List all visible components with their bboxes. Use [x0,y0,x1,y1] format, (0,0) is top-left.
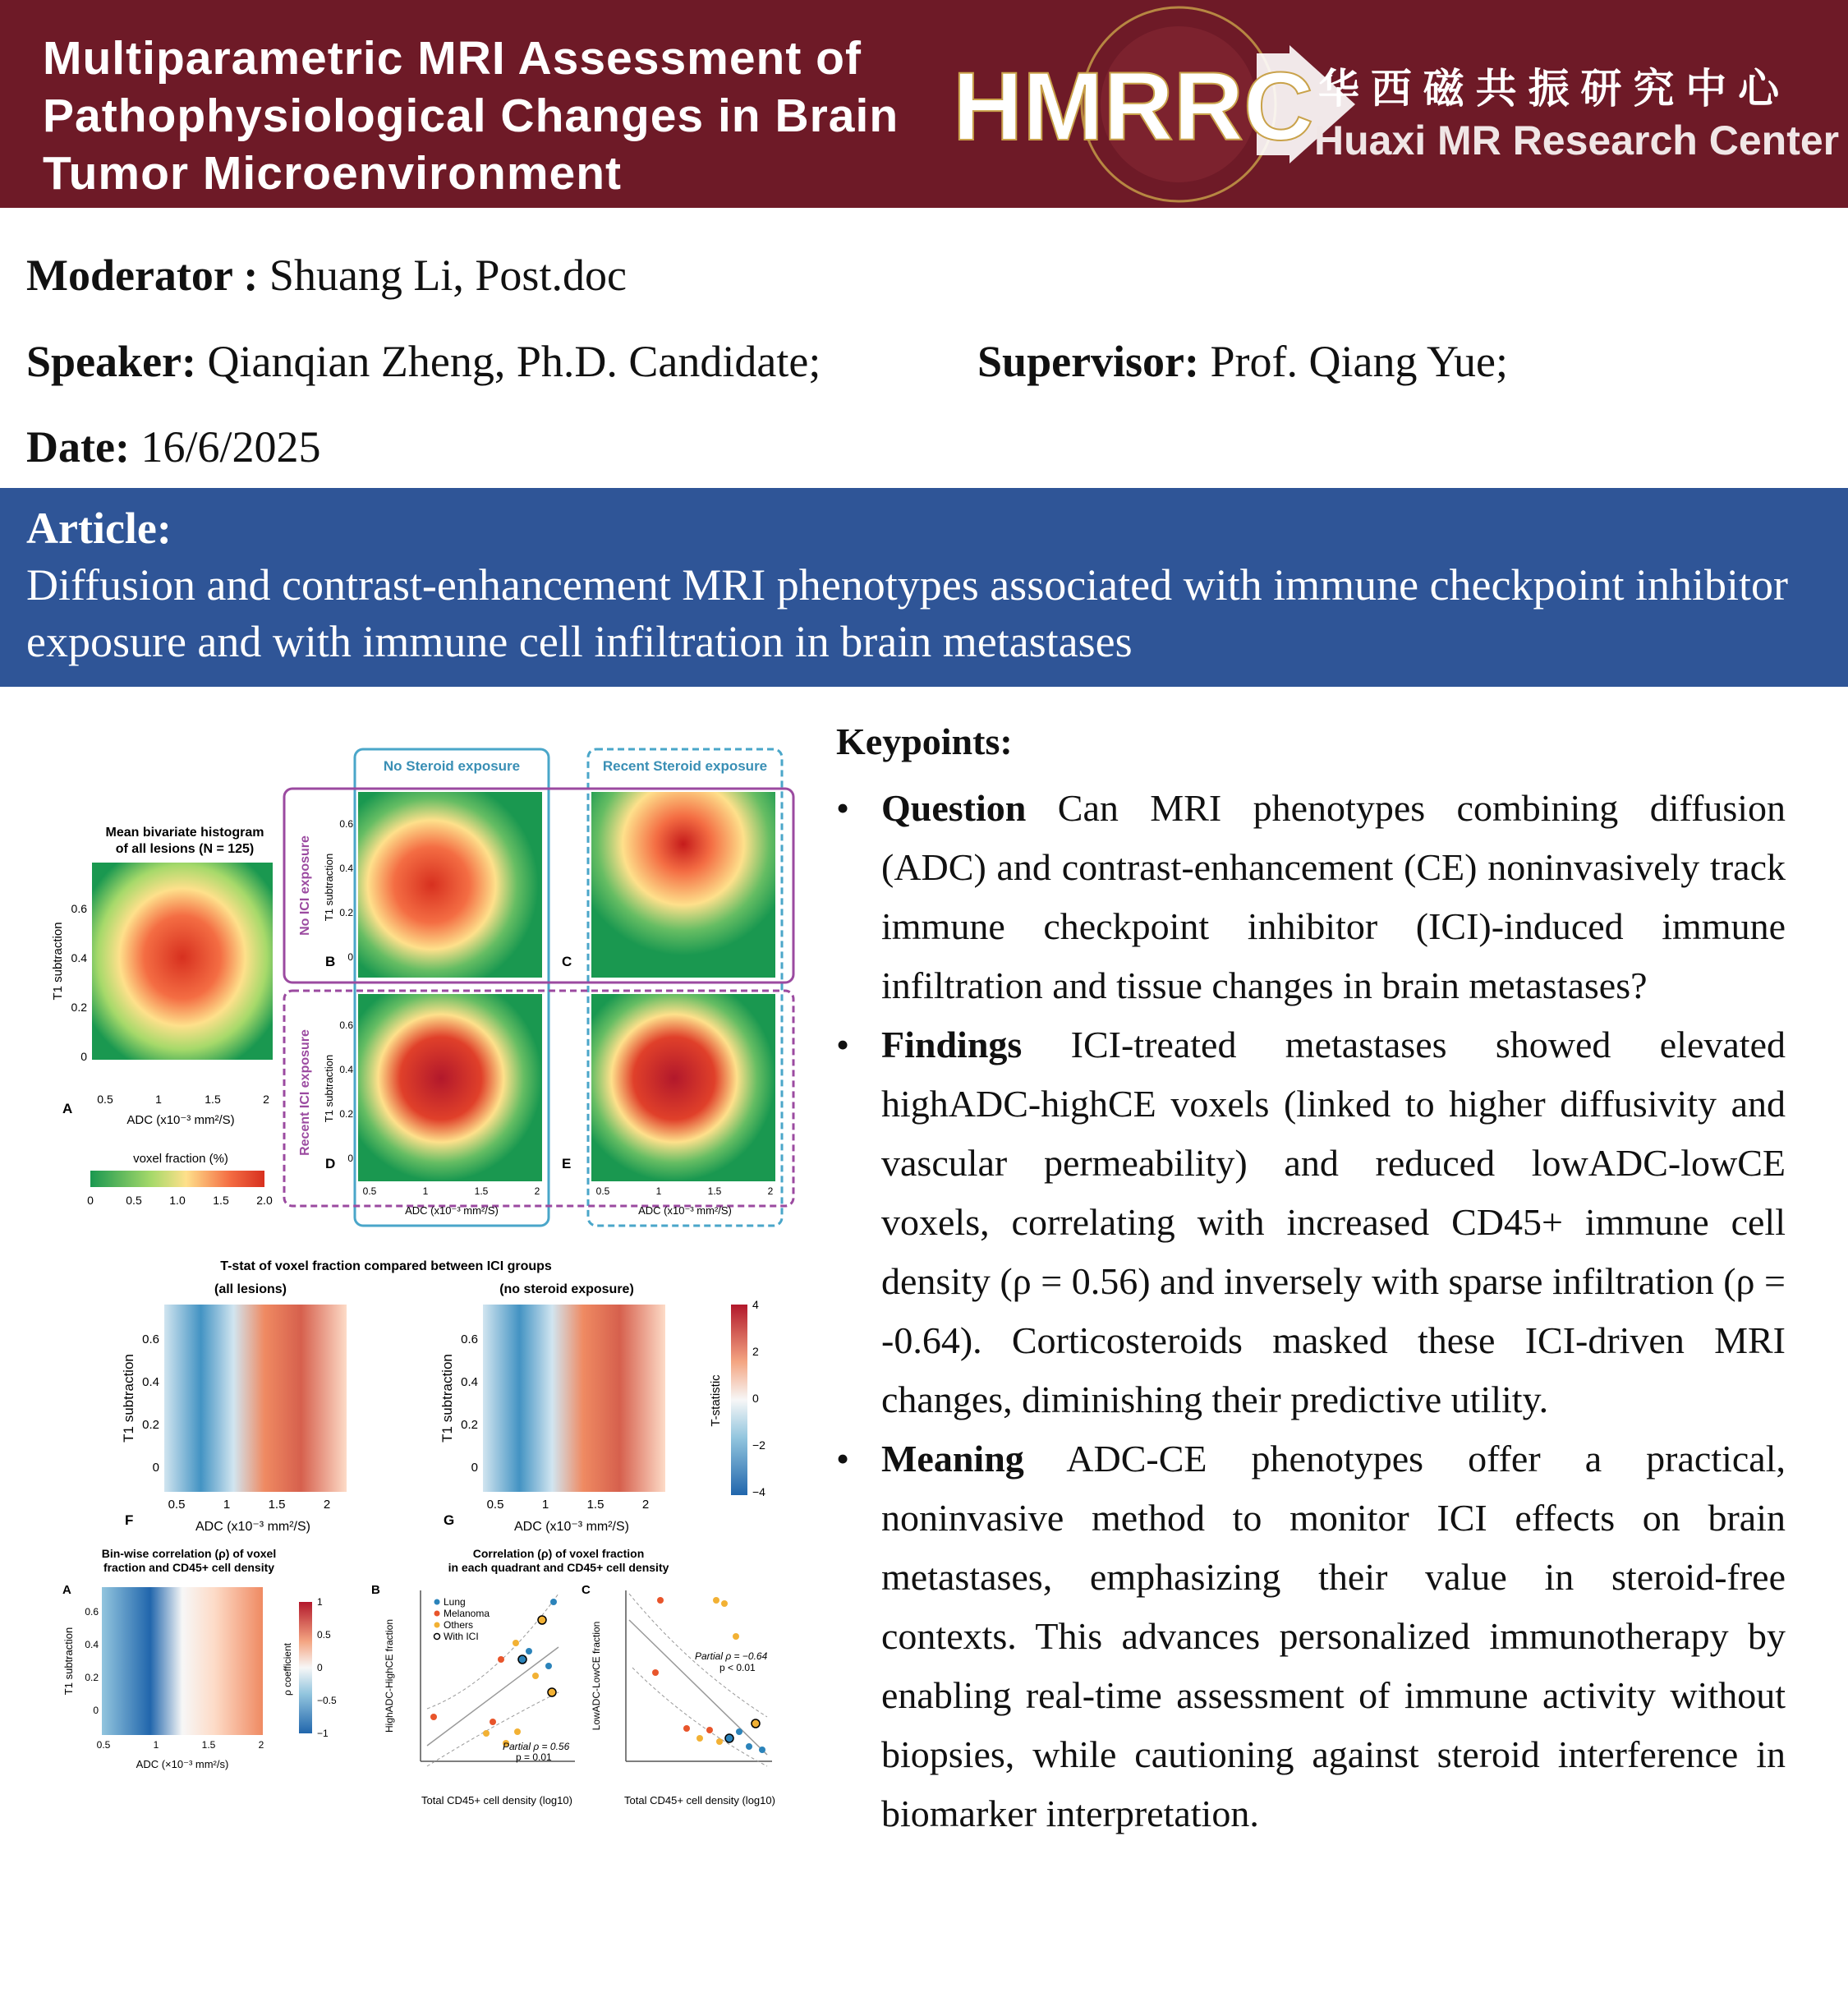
scatter-b-fit [427,1647,559,1746]
binwise-xtick: 0.5 [96,1739,111,1751]
voxel-fraction-label: voxel fraction (%) [133,1152,228,1166]
scatter-b-point [513,1640,519,1646]
legend-melanoma: Melanoma [444,1608,490,1619]
panel-f-letter: F [125,1512,134,1528]
tstat-ticks [752,1298,765,1498]
scatter-c-point [725,1734,733,1742]
speaker-label: Speaker: [26,337,196,386]
panel-f-ytick: 0.6 [142,1332,159,1346]
no-steroid-label: No Steroid exposure [383,758,521,774]
colorbar-tick: 1.5 [213,1194,229,1207]
moderator-value: Shuang Li, Post.doc [258,251,627,300]
corr-title-1: Correlation (ρ) of voxel fraction [472,1547,645,1560]
panel-e-xtick: 1.5 [707,1185,722,1197]
corr-title-2: in each quadrant and CD45+ cell density [448,1561,669,1574]
colorbar-tick: 2.0 [256,1194,273,1207]
panel-a-xtick: 1.5 [205,1093,221,1106]
panel-f-xtick: 0.5 [168,1498,186,1512]
panel-b-heatmap [358,792,542,978]
panel-f-xtick: 1 [223,1498,231,1512]
mean-hist-title-2: of all lesions (N = 125) [115,842,255,856]
scatter-b-xlabel: Total CD45+ cell density (log10) [421,1794,572,1806]
panel-g-heatmap [483,1305,665,1492]
panel-d-ytick: 0.6 [339,1019,353,1031]
panel-f-heatmap [164,1305,347,1492]
panel-g-ytick: 0.4 [461,1375,478,1389]
tstat-nosteroid-label: (no steroid exposure) [499,1282,634,1296]
binwise-xtick: 2 [258,1739,264,1751]
panel-e-xlabel: ADC (x10⁻³ mm²/S) [638,1204,732,1217]
panel-e-xtick: 2 [767,1185,774,1197]
panel-a-letter: A [62,1101,73,1116]
scatter-b-point [550,1599,557,1605]
article-label: Article: [26,504,172,553]
article-banner [0,488,1848,687]
scatter-b-point [538,1616,546,1624]
scatter-c-xlabel: Total CD45+ cell density (log10) [624,1794,775,1806]
bullet-icon: • [836,1024,850,1065]
binwise-title-1: Bin-wise correlation (ρ) of voxel [101,1547,277,1560]
recent-ici-label: Recent ICI exposure [298,1029,312,1156]
panel-b-ylabel: T1 subtraction [323,853,335,922]
rho-tick: 0 [317,1662,323,1673]
scatter-c [591,1590,772,1766]
colorbar-tick: 0 [87,1194,94,1207]
keypoints-title: Keypoints: [836,720,1013,762]
panel-e-xtick: 0.5 [595,1185,610,1197]
scatter-c-point [721,1600,728,1607]
panel-g-yticks [461,1332,478,1475]
panel-a-heatmap [92,863,273,1060]
panel-b-letter: B [325,954,336,969]
colorbar-tick: 0.5 [126,1194,142,1207]
panel-f-ytick: 0.4 [142,1375,159,1389]
panel-g-ytick: 0.2 [461,1418,478,1432]
scatter-c-point [746,1743,752,1750]
scatter-b [384,1590,575,1766]
panel-d-ylabel: T1 subtraction [323,1054,335,1123]
panel-a-ylabel: T1 subtraction [51,922,65,1001]
recent-steroid-label: Recent Steroid exposure [602,758,768,774]
panel-d-ytick: 0 [347,1153,353,1164]
title-line-3: Tumor Microenvironment [43,147,622,200]
article-figure [33,706,805,1816]
scatter-c-point [652,1669,659,1676]
panel-e-xticks [596,1185,774,1197]
rho-tick: 0.5 [317,1629,331,1641]
keypoints-list [836,779,1786,1843]
keypoint-text: Can MRI phenotypes combining diffusion (ADC) and contrast-enhancement (CE) noninvasively track immune checkpoint inhibitor (ICI)-induced immune infiltration and tissue changes in brain metastases? [881,787,1786,1006]
panel-g-ytick: 0 [471,1461,478,1475]
scatter-c-point [683,1725,690,1732]
panel-d-xtick: 0.5 [362,1185,377,1197]
scatter-c-p: p < 0.01 [719,1662,756,1673]
panel-g-xtick: 0.5 [486,1498,504,1512]
panel-a-ytick: 0.6 [71,902,87,915]
rho-tick: −0.5 [317,1695,337,1706]
logo-english: Huaxi MR Research Center [1314,117,1840,163]
tstat-title: T-stat of voxel fraction compared between ICI groups [220,1259,552,1273]
panel-d-xlabel: ADC (x10⁻³ mm²/S) [405,1204,499,1217]
panel-g-ylabel: T1 subtraction [439,1354,455,1443]
binwise-ytick: 0.6 [85,1606,99,1618]
tstat-colorbar [731,1305,747,1495]
logo-chinese: 华 西 磁 共 振 研 究 中 心 [1318,66,1780,112]
keypoint-meaning [836,1429,1786,1843]
scatter-c-point [716,1738,723,1745]
date-value: 16/6/2025 [129,422,321,472]
tstat-all-label: (all lesions) [214,1282,287,1296]
no-ici-label: No ICI exposure [298,835,312,936]
legend-melanoma-dot [434,1611,440,1617]
page-title [43,30,954,202]
keypoint-label: Findings [881,1024,1023,1065]
supervisor-line [977,335,1508,388]
panel-e-letter: E [562,1156,572,1171]
scatter-b-point [518,1655,526,1664]
panel-b-ytick: 0.6 [339,818,353,830]
tstat-tick: 0 [752,1392,759,1405]
binwise-letter: A [62,1583,71,1597]
article-title: Diffusion and contrast-enhancement MRI phenotypes associated with immune checkpoint inhibitor exposure and with immune cell infiltration in brain metastases [26,560,1788,666]
panel-f-xtick: 1.5 [268,1498,286,1512]
corr-b-letter: B [371,1583,380,1597]
date-line [26,421,320,473]
tstat-tick: 4 [752,1298,759,1311]
scatter-c-ci-lower [632,1668,767,1766]
panel-d-xtick: 2 [534,1185,540,1197]
rho-ticks [317,1596,337,1739]
scatter-c-partial: Partial ρ = −0.64 [695,1650,768,1662]
legend-others: Others [444,1619,474,1631]
keypoint-findings [836,1015,1786,1429]
tstat-label: T-statistic [709,1374,723,1427]
panel-b-yticks [339,818,353,963]
keypoint-text: ICI-treated metastases showed elevated highADC-highCE voxels (linked to higher diffusivity and vascular permeability) and reduced lowADC-lowCE voxels, correlating with increased CD45+ immune cell density (ρ = 0.56) and inversely with sparse infiltration (ρ = -0.64). Corticosteroids masked these ICI-driven MRI changes, diminishing their predictive utility. [881,1024,1786,1420]
scatter-c-point [736,1728,742,1735]
panel-a-xtick: 0.5 [97,1093,113,1106]
panel-d-letter: D [325,1156,336,1171]
scatter-b-point [430,1714,437,1720]
binwise-xticks [97,1739,264,1751]
panel-f-yticks [142,1332,159,1475]
panel-g-xlabel: ADC (x10⁻³ mm²/S) [514,1520,629,1534]
scatter-b-point [548,1688,556,1696]
panel-g-letter: G [444,1512,455,1528]
tstat-tick: 2 [752,1345,759,1358]
rho-tick: 1 [317,1596,323,1608]
panel-d-xtick: 1.5 [474,1185,489,1197]
tstat-tick: −4 [752,1485,765,1498]
panel-c-letter: C [562,954,572,969]
scatter-c-point [657,1597,664,1604]
voxel-fraction-colorbar [90,1171,264,1187]
scatter-b-partial: Partial ρ = 0.56 [503,1741,570,1752]
keypoint-question [836,779,1786,1015]
speaker-line [26,335,821,388]
logo-text: HMRRC [953,53,1314,161]
scatter-c-fit [629,1620,767,1755]
panel-a-xtick: 2 [263,1093,269,1106]
scatter-b-ylabel: HighADC-HighCE fraction [384,1618,395,1733]
supervisor-label: Supervisor: [977,337,1199,386]
bullet-icon: • [836,787,850,829]
panel-f-xticks [168,1498,331,1512]
colorbar-tick: 1.0 [169,1194,186,1207]
binwise-ytick: 0.2 [85,1672,99,1683]
scatter-b-point [498,1656,504,1663]
panel-g-xtick: 1.5 [586,1498,605,1512]
moderator-label: Moderator : [26,251,259,300]
panel-d-heatmap [358,994,542,1181]
tstat-tick: −2 [752,1438,765,1452]
panel-a-ytick: 0.2 [71,1001,87,1014]
binwise-xlabel: ADC (×10⁻³ mm²/s) [136,1758,229,1770]
legend-ici-dot [434,1634,440,1640]
scatter-c-point [706,1727,713,1733]
panel-c-heatmap [591,792,775,978]
panel-a-ytick: 0 [80,1050,87,1063]
scatter-b-point [483,1730,490,1737]
keypoint-label: Question [881,787,1027,829]
panel-f-xtick: 2 [323,1498,331,1512]
rho-colorbar [299,1602,312,1733]
scatter-b-point [526,1648,532,1655]
panel-f-ytick: 0.2 [142,1418,159,1432]
scatter-b-point [514,1728,521,1735]
legend-lung-dot [434,1599,440,1605]
panel-f-ytick: 0 [152,1461,159,1475]
panel-f-ylabel: T1 subtraction [121,1354,136,1443]
keypoint-label: Meaning [881,1438,1024,1480]
binwise-xtick: 1.5 [201,1739,216,1751]
scatter-b-point [545,1663,552,1669]
panel-g-xtick: 2 [641,1498,650,1512]
bullet-icon: • [836,1438,850,1480]
panel-a-xticks [97,1093,269,1106]
title-line-1: Multiparametric MRI Assessment of [43,32,862,85]
scatter-c-point [713,1597,719,1604]
scatter-b-point [490,1719,496,1725]
binwise-heatmap [102,1587,263,1735]
binwise-ylabel: T1 subtraction [62,1627,75,1696]
supervisor-value: Prof. Qiang Yue; [1199,337,1508,386]
panel-b-ytick: 0.2 [339,907,353,918]
panel-d-ytick: 0.4 [339,1064,353,1075]
scatter-c-point [752,1719,760,1728]
legend-lung: Lung [444,1596,466,1608]
panel-d-ytick: 0.2 [339,1108,353,1120]
moderator-line [26,249,627,301]
panel-b-ytick: 0.4 [339,863,353,874]
keypoint-text: ADC-CE phenotypes offer a practical, noninvasive method to monitor ICI effects on brain metastases, emphasizing their value in steroid-free contexts. This advances personalized immunotherapy by enabling real-time assessment of immune activity without biopsies, while cautioning against steroid interference in biomarker interpretation. [881,1438,1786,1834]
colorbar-ticks [87,1194,273,1207]
rho-label: ρ coefficient [282,1643,293,1696]
rho-tick: −1 [317,1728,329,1739]
panel-d-xtick: 1 [422,1185,429,1197]
title-line-2: Pathophysiological Changes in Brain [43,90,899,142]
legend-others-dot [434,1622,440,1628]
speaker-value: Qianqian Zheng, Ph.D. Candidate; [195,337,821,386]
panel-e-heatmap [591,994,775,1181]
scatter-b-p: p = 0.01 [516,1751,552,1763]
panel-e-xtick: 1 [655,1185,662,1197]
hmrrc-logo [945,0,1848,208]
mean-hist-title-1: Mean bivariate histogram [105,826,264,840]
corr-c-letter: C [582,1583,591,1597]
scatter-c-point [696,1735,703,1742]
binwise-title-2: fraction and CD45+ cell density [103,1561,275,1574]
date-label: Date: [26,422,130,472]
header-banner [0,0,1848,208]
panel-b-ytick: 0 [347,951,353,963]
binwise-yticks [85,1606,99,1716]
panel-g-ytick: 0.6 [461,1332,478,1346]
binwise-xtick: 1 [153,1739,159,1751]
binwise-ytick: 0 [93,1705,99,1716]
panel-d-xticks [363,1185,540,1197]
panel-a-xlabel: ADC (x10⁻³ mm²/S) [126,1113,235,1127]
scatter-c-point [733,1633,739,1640]
panel-a-yticks [71,902,88,1063]
scatter-b-point [532,1673,539,1679]
panel-a-ytick: 0.4 [71,951,87,964]
panel-a-xtick: 1 [155,1093,162,1106]
panel-g-xticks [487,1498,650,1512]
scatter-c-ylabel: LowADC-LowCE fraction [591,1621,602,1731]
panel-f-xlabel: ADC (x10⁻³ mm²/S) [195,1520,310,1534]
scatter-c-point [759,1747,765,1753]
binwise-ytick: 0.4 [85,1639,99,1650]
panel-d-yticks [339,1019,353,1164]
panel-g-xtick: 1 [541,1498,549,1512]
legend-with-ici: With ICI [444,1631,479,1642]
